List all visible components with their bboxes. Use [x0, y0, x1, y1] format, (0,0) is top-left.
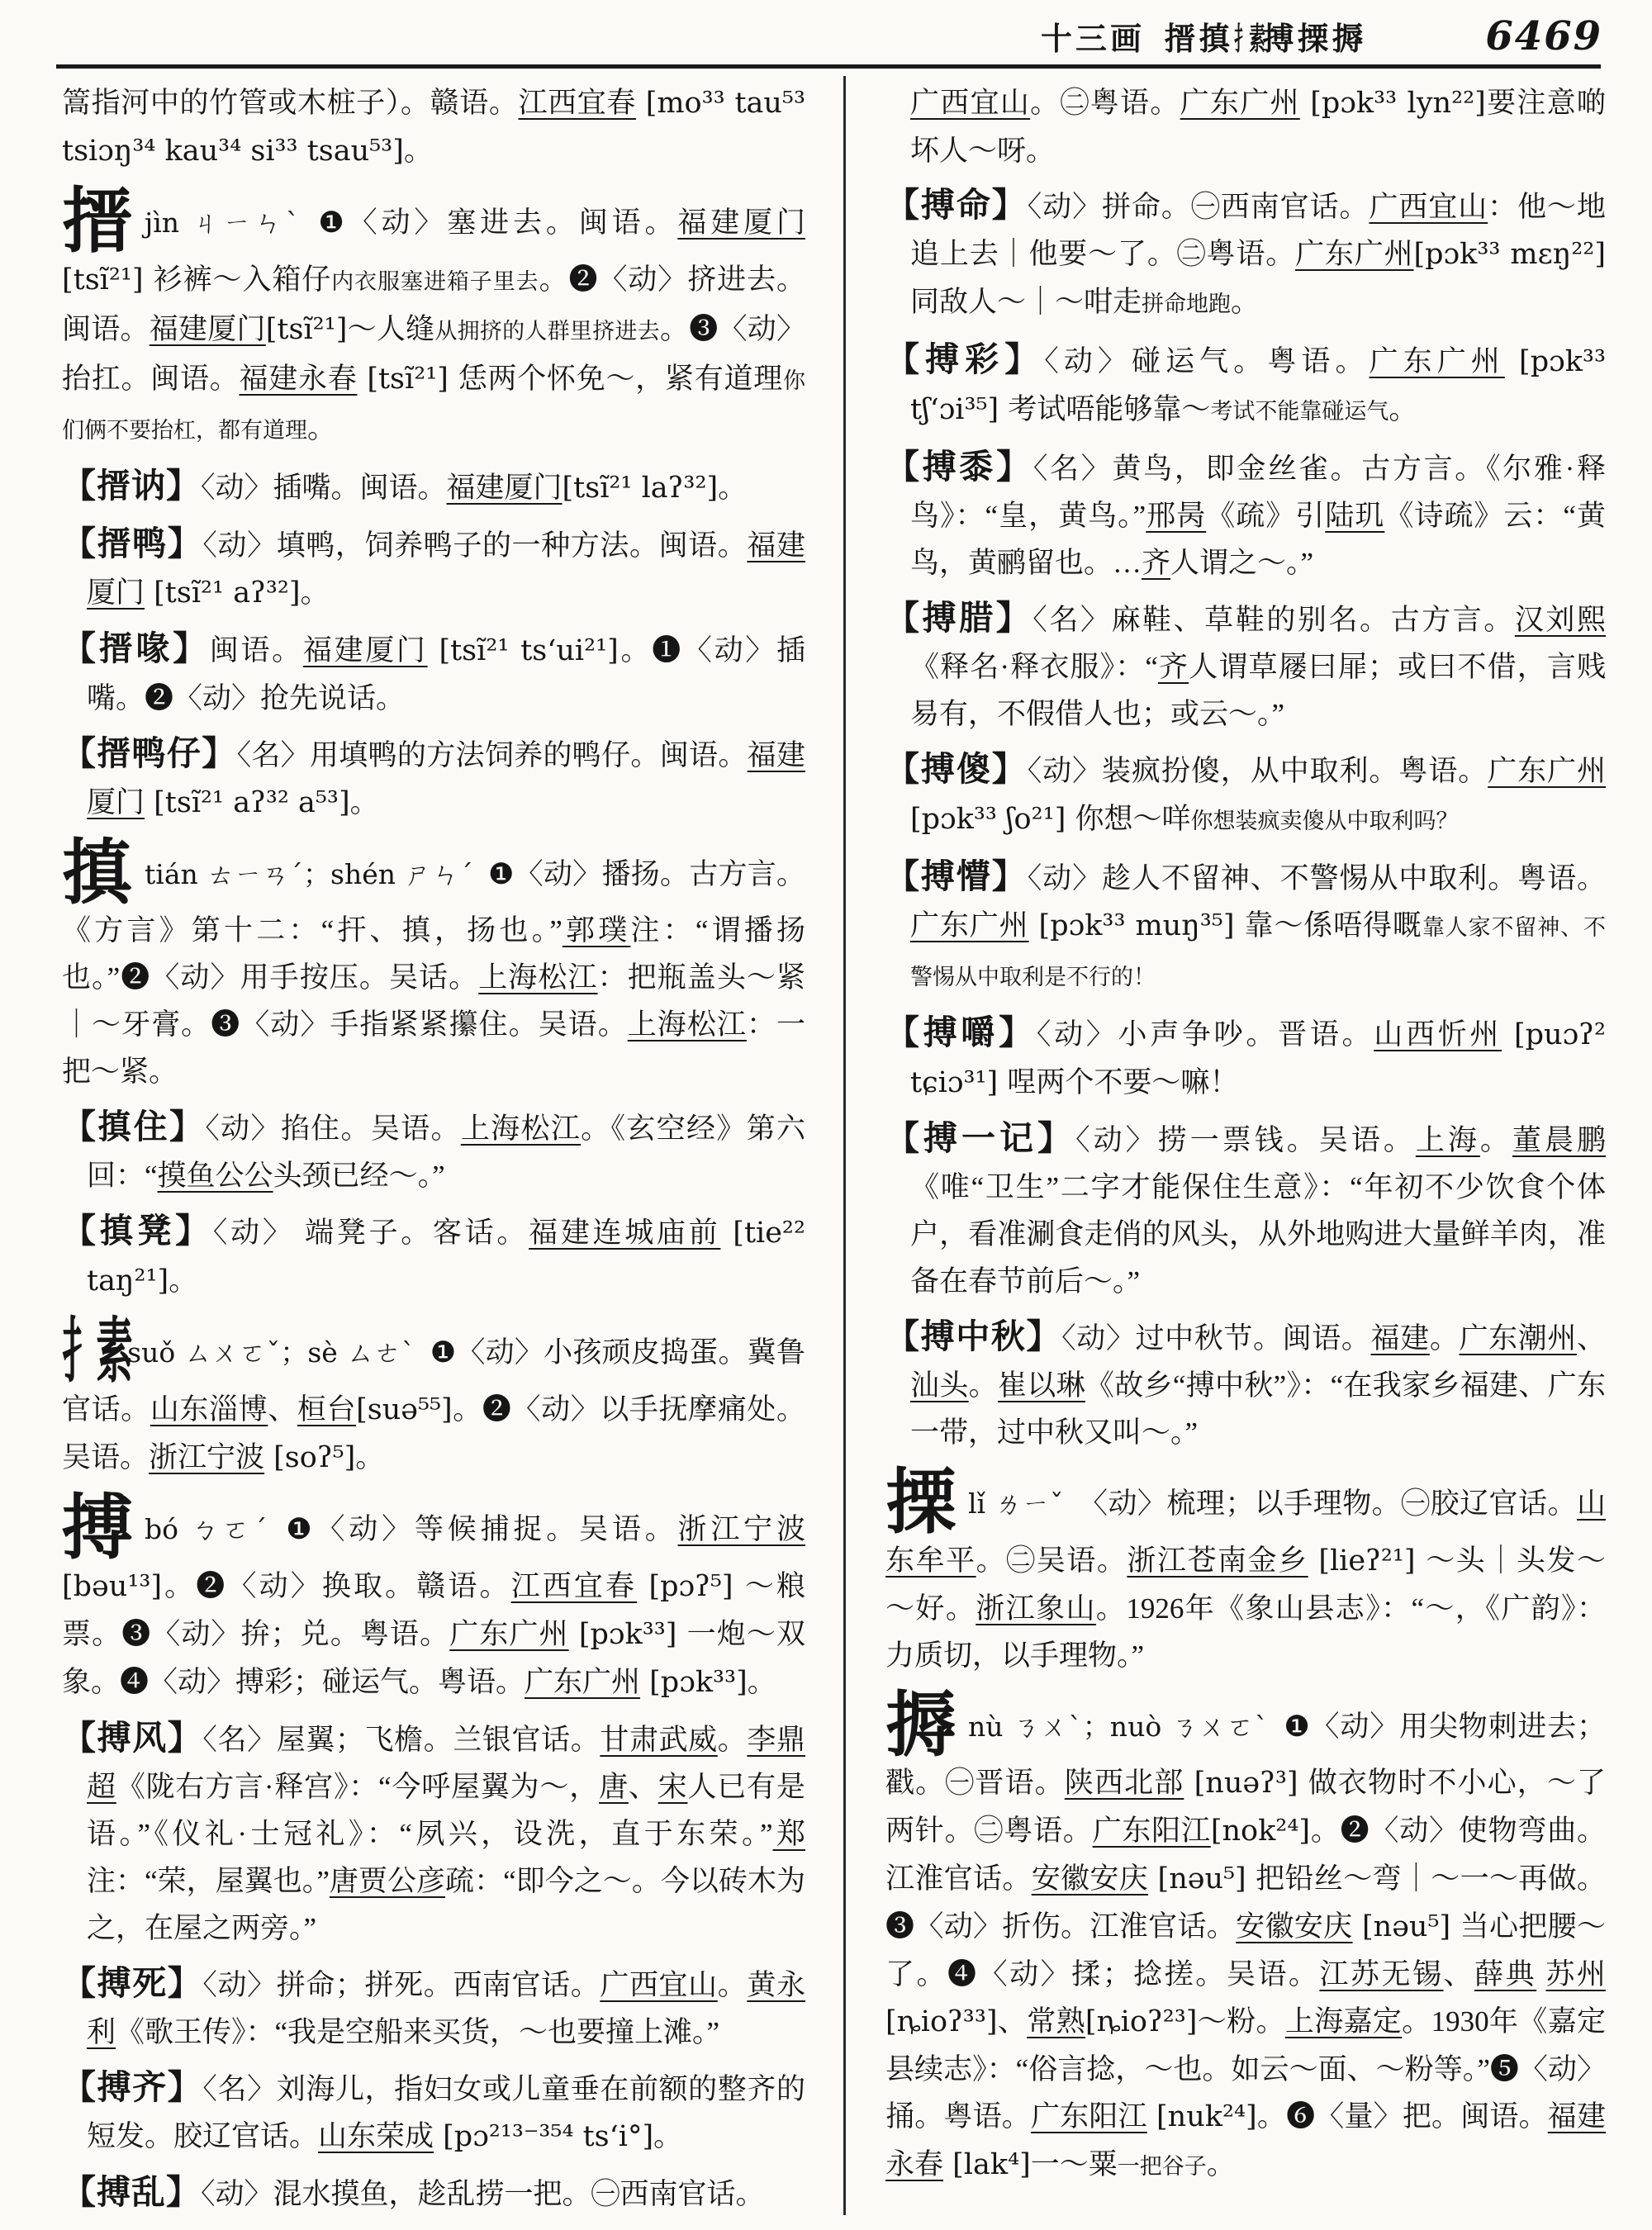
proper-noun: 甘肃武威	[600, 1723, 718, 1756]
proper-noun: 浙江宁波	[677, 1513, 805, 1546]
proper-noun: 浙江宁波	[149, 1441, 265, 1474]
dict-entry	[885, 336, 1606, 435]
proper-noun: 福建厦门	[87, 529, 805, 609]
pronunciation: bó ㄅㄛˊ	[145, 1513, 272, 1546]
text-run: 。	[968, 1369, 998, 1402]
header-rule	[56, 64, 1601, 69]
entry-headword: 【搏风】	[62, 1718, 203, 1757]
entry-headword: 【搏死】	[62, 1963, 203, 2002]
proper-noun: 汕头	[910, 1369, 969, 1402]
dict-entry	[62, 1103, 805, 1199]
dict-entry	[62, 730, 805, 827]
text-run: 衫裤～入箱仔	[153, 263, 332, 296]
proper-noun: 福建厦门	[302, 633, 428, 667]
pronunciation: jìn ㄐㄧㄣˋ	[145, 206, 304, 239]
text-run: 〈动〉插嘴。闽语。	[201, 471, 447, 504]
text-run: 人谓之～。”	[1170, 547, 1314, 579]
text-run: 。	[1231, 286, 1260, 318]
text-run: ～粮票。❸〈动〉拚；兑。粤语。	[62, 1569, 805, 1650]
text-run: 《歌王传》：“我是空船来买货，～也要撞上滩。”	[116, 2015, 720, 2048]
text-run: 搢搷	[1164, 22, 1234, 57]
text-run: 。❷〈动〉以手抚摩痛处。吴语。	[62, 1393, 805, 1474]
proper-noun: 郑	[772, 1817, 805, 1850]
text-run: 〈动〉碰运气。粤语。	[1044, 345, 1370, 377]
text-run: 。	[1206, 2148, 1236, 2181]
phonetic-notation: [tie²² taŋ²¹]	[87, 1217, 805, 1298]
pronunciation: nù ㄋㄨˋ；nuò ㄋㄨㄛˋ	[968, 1710, 1270, 1743]
text-run: 。❻〈量〉把。闽语。	[1256, 2100, 1548, 2133]
phonetic-notation: [pɔk³³]	[640, 1665, 748, 1699]
proper-noun: 山西忻州	[1374, 1018, 1502, 1051]
phonetic-notation: [puɔʔ² tɕiɔ³¹]	[910, 1018, 1606, 1099]
text-run: 。1926年《象山县志》：“～，《广韵》：力质切，以手理物。”	[885, 1592, 1606, 1672]
text-run: 。❸〈动〉抬扛。闽语。	[62, 312, 805, 395]
gloss-text: 你想装疯卖傻从中取利吗？	[1190, 809, 1459, 833]
text-run: 篙指河中的竹管或木桩子）。赣语。	[62, 87, 519, 119]
dict-entry	[885, 1115, 1606, 1305]
phonetic-notation: [tsĩ²¹ ts‘ui²¹]	[427, 633, 619, 667]
text-run: 《陇右方言·释宫》：“今呼屋翼为～，	[116, 1770, 600, 1803]
section-title: 十三画	[1041, 22, 1146, 57]
continuation-paragraph	[62, 79, 805, 175]
phonetic-notation: [lak⁴]	[943, 2148, 1031, 2182]
proper-noun: 福建厦门	[677, 206, 805, 239]
phonetic-notation: [tsĩ²¹ laʔ³²]	[562, 471, 719, 505]
phonetic-notation: [pɔ²¹³⁻³⁵⁴ ts‘i°]	[434, 2119, 654, 2153]
proper-noun: 广西宜山	[910, 87, 1031, 119]
text-run: 〈动〉捞一票钱。吴语。	[1075, 1124, 1416, 1156]
proper-noun: 福建永春	[239, 362, 358, 395]
gloss-text: 靠人家不留神、不警惕从中取利是不行的！	[910, 915, 1606, 989]
text-run: 。㊁吴语。	[976, 1544, 1127, 1577]
text-run: 扌素	[1233, 22, 1264, 57]
gloss-text: 一把谷子	[1117, 2154, 1207, 2180]
pronunciation: tián ㄊㄧㄢˊ；shén ㄕㄣˊ	[145, 857, 474, 890]
text-run: ：他～地追上去｜他要～了。㊁粤语。	[910, 191, 1606, 270]
head-entry	[62, 833, 805, 1096]
text-run: ～人缝	[347, 312, 435, 345]
phonetic-notation: [nuəʔ³]	[1184, 1767, 1308, 1801]
dict-entry	[885, 746, 1606, 845]
text-run: ❶〈动〉播扬。古方言。《方言》第十二：“扞、搷，扬也。”	[62, 857, 805, 947]
text-run: 〈动〉 端凳子。客话。	[212, 1217, 529, 1250]
phonetic-notation: [tsĩ²¹ aʔ³² a⁵³]	[145, 785, 350, 819]
phonetic-notation: [lieʔ²¹]	[1308, 1544, 1427, 1578]
phonetic-notation: [pɔk³³ lyn²²]	[1299, 87, 1486, 120]
proper-noun: 陕西北部	[1064, 1767, 1184, 1800]
proper-noun: 广东广州	[1180, 87, 1300, 119]
proper-noun: 福建厦门	[149, 312, 266, 345]
text-run: 考试唔能够靠～	[1008, 393, 1211, 425]
phonetic-notation: [pɔk³³ muŋ³⁵]	[1028, 909, 1245, 942]
text-run: 。	[653, 2119, 683, 2152]
text-run: 。❷〈动〉换取。赣语。	[162, 1569, 511, 1602]
entry-headword: 【搏命】	[885, 186, 1028, 224]
text-run: 人谓草屦曰屝；或曰不借，言贱易有，不假借人也；或云～。”	[910, 651, 1606, 730]
gloss-text: 内衣服塞进箱子里去	[331, 268, 539, 294]
dict-entry	[885, 1313, 1606, 1456]
phonetic-notation: [tsĩ²¹ aʔ³²]	[145, 576, 301, 610]
proper-noun: 浙江象山	[976, 1592, 1096, 1625]
proper-noun: 桓台	[297, 1393, 357, 1426]
head-entry	[885, 1685, 1606, 2191]
text-run: 靠～係唔得嘅	[1244, 909, 1422, 942]
head-character: 搏	[62, 1488, 133, 1568]
right-column	[885, 79, 1606, 2199]
header-characters	[1165, 22, 1367, 57]
dict-entry	[62, 1208, 805, 1305]
phonetic-notation: [ȵioʔ³³]	[885, 2005, 998, 2039]
head-entry	[885, 1463, 1606, 1679]
entry-headword: 【搏齐】	[62, 2067, 203, 2106]
entry-headword: 【搏一记】	[885, 1119, 1076, 1157]
proper-noun: 董晨鹏	[1512, 1124, 1606, 1156]
text-run: 一～粟	[1030, 2148, 1118, 2181]
text-run: ：一把～紧。	[62, 1008, 805, 1089]
text-run: 当心把腰～了	[885, 1910, 1606, 1991]
dict-entry	[62, 463, 805, 512]
text-run: 、	[997, 2005, 1028, 2038]
entry-headword: 【搏黍】	[885, 448, 1033, 486]
proper-noun: 上海松江	[478, 961, 598, 994]
phonetic-notation: [pɔk³³ ʃo²¹]	[910, 803, 1075, 836]
text-run: 、	[268, 1393, 297, 1426]
text-run: 闽语。	[209, 633, 303, 667]
text-run: 。	[747, 1665, 776, 1698]
left-column	[62, 79, 805, 2226]
dict-entry	[885, 1009, 1606, 1107]
text-run: 。❹〈动〉揉；捻搓。吴语。	[916, 1958, 1320, 1991]
text-run: ～头｜头发～～好。	[885, 1544, 1606, 1625]
entry-headword: 【搏中秋】	[885, 1317, 1062, 1355]
header-section-and-chars	[1041, 17, 1367, 64]
text-run: 人已有是语。”《仪礼·士冠礼》：“夙兴，设洗，直于东荣。”	[87, 1770, 805, 1850]
text-run: 把铅丝～弯｜～一～再做	[1256, 1862, 1577, 1896]
head-entry	[62, 1488, 805, 1706]
text-run: 〈动〉小声争吵。晋语。	[1036, 1018, 1374, 1051]
proper-noun: 江苏无锡	[1319, 1958, 1444, 1991]
proper-noun: 常熟	[1027, 2005, 1085, 2038]
proper-noun: 福建	[1370, 1322, 1430, 1355]
proper-noun: 广东阳江	[1030, 2100, 1147, 2133]
phonetic-notation: [pɔk³³]	[568, 1617, 687, 1651]
text-run: 恁两个怀免～，紧有道理	[458, 362, 783, 395]
proper-noun: 邢昺	[1146, 500, 1207, 532]
text-run: 〈动〉混水摸鱼，趁乱捞一把。㊀西南官话。	[201, 2177, 765, 2210]
entry-headword: 【搷住】	[62, 1108, 206, 1146]
text-run: 〈名〉屋翼；飞檐。兰银官话。	[202, 1723, 601, 1756]
text-run: ❶〈动〉用尖物刺进去；戳。㊀晋语。	[885, 1710, 1606, 1800]
text-run: 〈动〉掐住。吴语。	[205, 1113, 461, 1146]
proper-noun: 浙江苍南金乡	[1127, 1544, 1308, 1577]
dict-entry	[62, 1960, 805, 2056]
text-run: 。❷〈动〉使物弯曲。江淮官话。	[885, 1815, 1606, 1896]
head-character: 搙	[885, 1685, 957, 1765]
phonetic-notation: [nuk²⁴]	[1146, 2100, 1257, 2134]
text-run: 一炮～双象。❹〈动〉搏彩；碰运气。粤语。	[62, 1617, 805, 1698]
proper-noun: 唐贾公彦	[329, 1864, 446, 1897]
text-run: 〈动〉过中秋节。闽语。	[1061, 1322, 1371, 1355]
phonetic-notation: [pɔʔ⁵]	[637, 1569, 745, 1603]
proper-noun: 安徽安庆	[1031, 1862, 1149, 1896]
proper-noun: 山东荣成	[318, 2119, 434, 2152]
text-run: 。	[717, 1723, 748, 1756]
text-run: 做衣物时不小心，～了两针	[885, 1767, 1606, 1848]
proper-noun: 上海嘉定	[1284, 2005, 1403, 2038]
entry-headword: 【搢讷】	[62, 466, 201, 505]
phonetic-notation: [soʔ⁵]	[264, 1441, 356, 1475]
text-run: 。	[1479, 1124, 1512, 1156]
proper-noun: 福建连城庙前	[529, 1217, 721, 1250]
proper-noun: 上海松江	[627, 1008, 747, 1041]
text-run: 。	[717, 1968, 748, 2001]
text-run: 要注意啲坏人～呀。	[910, 87, 1606, 167]
entry-headword: 【搏懵】	[885, 857, 1028, 895]
proper-noun: 薛典	[1474, 1958, 1537, 1991]
head-character: 搮	[885, 1463, 957, 1542]
entry-headword: 【搏乱】	[62, 2172, 201, 2211]
column-divider	[843, 76, 846, 2215]
proper-noun: 广东广州	[1488, 755, 1606, 787]
proper-noun: 李鼎超	[87, 1723, 805, 1803]
proper-noun: 安徽安庆	[1236, 1910, 1353, 1943]
text-run: 。㊁粤语。	[1030, 87, 1180, 119]
proper-noun: 广东广州	[525, 1665, 641, 1698]
dict-entry	[885, 853, 1606, 1001]
text-run: 〈名〉黄鸟，即金丝雀。古方言。《尔雅·释鸟》：“皇，黄鸟。”	[910, 453, 1606, 532]
entry-headword: 【搷凳】	[62, 1212, 213, 1250]
proper-noun: 山东淄博	[150, 1393, 268, 1426]
entry-headword: 【搏彩】	[885, 340, 1045, 378]
text-run: 。	[1389, 393, 1418, 425]
proper-noun: 汉刘熙	[1514, 604, 1606, 636]
phonetic-notation: [pɔk³³ mɛŋ²²]	[1413, 238, 1606, 271]
gloss-text: 你们俩不要抬杠，都有道理	[62, 368, 805, 443]
text-run: 〈动〉拼命。㊀西南官话。	[1027, 191, 1370, 223]
proper-noun: 广东广州	[449, 1617, 569, 1650]
dict-entry	[885, 182, 1606, 328]
text-run: 。	[349, 785, 379, 818]
proper-noun: 齐	[1157, 651, 1189, 683]
gloss-text: 从拥挤的人群里挤进去	[434, 318, 660, 344]
head-entry	[62, 1312, 805, 1482]
text-run: ❶〈动〉小孩顽皮捣蛋。冀鲁官话。	[62, 1336, 805, 1426]
text-run: ❶〈动〉等候捕捉。吴语。	[286, 1513, 678, 1546]
text-run	[1536, 1958, 1545, 1990]
text-run: 。㊁粤语。	[944, 1815, 1093, 1848]
proper-noun: 陆玑	[1325, 500, 1385, 532]
phonetic-notation: [nok²⁴]	[1210, 1815, 1311, 1848]
entry-headword: 【搏嚼】	[885, 1013, 1037, 1051]
text-run: 。1930年《嘉定县续志》：“俗言捻，～也。如云～面、～粉等。”❺〈动〉捅。粤语。	[885, 2005, 1606, 2133]
text-run: 。	[355, 1441, 385, 1474]
phonetic-notation: [pɔk³³ tʃ‘ɔi³⁵]	[910, 345, 1606, 426]
proper-noun: 福建永春	[885, 2100, 1606, 2181]
phonetic-notation: [tsĩ²¹]	[265, 312, 348, 346]
text-run: 、	[1576, 1322, 1606, 1355]
dict-entry	[62, 1715, 805, 1952]
entry-headword: 【搏傻】	[885, 750, 1028, 788]
page-header	[1041, 13, 1602, 64]
text-run: 《释名·释衣服》：“	[910, 651, 1158, 683]
text-run: 〈动〉填鸭，饲养鸭子的一种方法。闽语。	[202, 529, 748, 562]
text-run: 头颈已经～。”	[273, 1160, 445, 1193]
dict-entry	[62, 2169, 805, 2218]
gloss-text: 考试不能靠碰运气	[1210, 399, 1389, 424]
entry-headword: 【搢喙】	[62, 629, 210, 667]
dict-entry	[885, 444, 1606, 586]
text-run: 。	[307, 411, 337, 444]
text-run: 《故乡“搏中秋”》：“在我家乡福建、广东一带，过中秋又叫～。”	[910, 1369, 1606, 1449]
text-run: 搏搮搙	[1262, 22, 1367, 57]
phonetic-notation: [tsĩ²¹]	[357, 362, 458, 396]
proper-noun: 广东广州	[1295, 238, 1414, 270]
text-run: 。	[718, 471, 748, 504]
proper-noun: 郭璞	[562, 914, 631, 947]
proper-noun: 广东广州	[910, 909, 1029, 942]
proper-noun: 苏州	[1545, 1958, 1606, 1991]
proper-noun: 广东潮州	[1459, 1322, 1577, 1355]
text-run: 㖏两个不要～嘛！	[1007, 1066, 1239, 1098]
proper-noun: 唐	[599, 1770, 629, 1803]
head-entry	[62, 182, 805, 454]
proper-noun: 江西宜春	[510, 1569, 638, 1602]
phonetic-notation: [nəu⁵]	[1148, 1862, 1256, 1896]
text-run: 同敌人～｜～咁走	[910, 286, 1142, 318]
proper-noun: 广东阳江	[1092, 1815, 1211, 1848]
proper-noun: 福建厦门	[87, 738, 805, 818]
phonetic-notation: [mo³³ tau⁵³ tsiɔŋ³⁴ kau³⁴ si³³ tsau⁵³]	[62, 87, 805, 168]
entry-headword: 【搏腊】	[885, 599, 1033, 637]
proper-noun: 广西宜山	[1369, 191, 1488, 223]
head-character: 扌素	[62, 1312, 131, 1392]
phonetic-notation: [tsĩ²¹]	[62, 263, 154, 297]
entry-headword: 【搢鸭仔】	[62, 733, 237, 772]
text-run: 。	[1429, 1322, 1460, 1355]
proper-noun: 宋	[657, 1770, 688, 1803]
phonetic-notation: [suə⁵⁵]	[356, 1393, 453, 1427]
text-run: 。	[300, 576, 330, 609]
text-run: ❶〈动〉塞进去。闽语。	[318, 206, 678, 239]
text-run: 《疏》引	[1206, 500, 1326, 532]
text-run: 〈动〉装疯扮傻，从中取利。粤语。	[1027, 755, 1488, 787]
proper-noun: 山东牟平	[885, 1487, 1606, 1577]
text-run: 你想～咩	[1075, 803, 1191, 835]
phonetic-notation: [nəu⁵]	[1352, 1910, 1460, 1944]
text-run: 。《玄空经》第六回：“	[87, 1113, 805, 1193]
entry-headword: 【搢鸭】	[62, 524, 203, 562]
text-run: 。❷〈动〉挤进去。闽语。	[62, 263, 805, 345]
text-run: 。	[403, 135, 433, 167]
text-run: 、	[628, 1770, 658, 1803]
proper-noun: 崔以琳	[997, 1369, 1085, 1402]
page-number: 6469	[1485, 13, 1602, 59]
proper-noun: 上海松江	[460, 1113, 582, 1146]
text-run: 。	[169, 1264, 198, 1298]
dict-entry	[62, 2064, 805, 2161]
proper-noun: 广西宜山	[600, 1968, 718, 2001]
text-run: 注：“荣，屋翼也。”	[87, 1864, 330, 1897]
dict-entry	[62, 520, 805, 617]
text-run: ～粉。	[1197, 2005, 1285, 2038]
head-character: 搷	[62, 833, 133, 913]
phonetic-notation: [bəu¹³]	[62, 1569, 163, 1603]
phonetic-notation: [ȵioʔ²³]	[1085, 2005, 1198, 2039]
text-run: 〈名〉麻鞋、草鞋的别名。古方言。	[1032, 604, 1515, 636]
proper-noun: 福建厦门	[446, 471, 563, 504]
text-run: 〈动〉梳理；以手理物。㊀胶辽官话。	[1078, 1487, 1577, 1520]
text-run: 。❸〈动〉折伤。江淮官话。	[885, 1862, 1606, 1943]
head-character: 搢	[62, 182, 133, 261]
pronunciation: suǒ ㄙㄨㄛˇ；sè ㄙㄜˋ	[127, 1336, 415, 1369]
text-run: 疏：“即今之～。今以砖木为之，在屋之两旁。”	[87, 1864, 805, 1944]
gloss-text: 拼命地跑	[1142, 292, 1232, 316]
text-run: ：把瓶盖头～紧｜～牙膏。❸〈动〉手指紧紧攥住。吴语。	[62, 961, 805, 1041]
dict-entry	[62, 625, 805, 722]
text-run: 《诗疏》云：“黄鸟，黄鹂留也。…	[910, 500, 1606, 579]
proper-noun: 上海	[1415, 1124, 1480, 1156]
proper-noun: 江西宜春	[518, 87, 636, 119]
text-run: 注：“谓播扬也。”❷〈动〉用手按压。吴话。	[62, 914, 805, 994]
text-run: 〈名〉用填鸭的方法饲养的鸭仔。闽语。	[236, 738, 748, 771]
continuation-paragraph	[885, 79, 1606, 174]
text-run: 《唯“卫生”二字才能保住生意》：“年初不少饮食个体户，看准涮食走俏的风头，从外地购进大量鲜羊肉，准备在春节前后～。”	[910, 1171, 1606, 1298]
pronunciation: lǐ ㄌㄧˇ	[968, 1487, 1064, 1520]
text-run: 。❶〈动〉插嘴。❷〈动〉抢先说话。	[87, 633, 805, 714]
proper-noun: 摸鱼公公	[157, 1160, 273, 1193]
text-run: 〈动〉趁人不留神、不警惕从中取利。粤语。	[1027, 862, 1606, 894]
proper-noun: 黄永利	[87, 1968, 805, 2048]
text-run: 〈动〉拼命；拼死。西南官话。	[202, 1968, 601, 2001]
proper-noun: 广东广州	[1369, 345, 1505, 377]
text-run: 、	[1443, 1958, 1475, 1991]
dict-entry	[885, 595, 1606, 738]
text-run: 〈名〉刘海儿，指妇女或儿童垂在前额的整齐的短发。胶辽官话。	[87, 2072, 805, 2152]
proper-noun: 齐	[1142, 547, 1171, 579]
